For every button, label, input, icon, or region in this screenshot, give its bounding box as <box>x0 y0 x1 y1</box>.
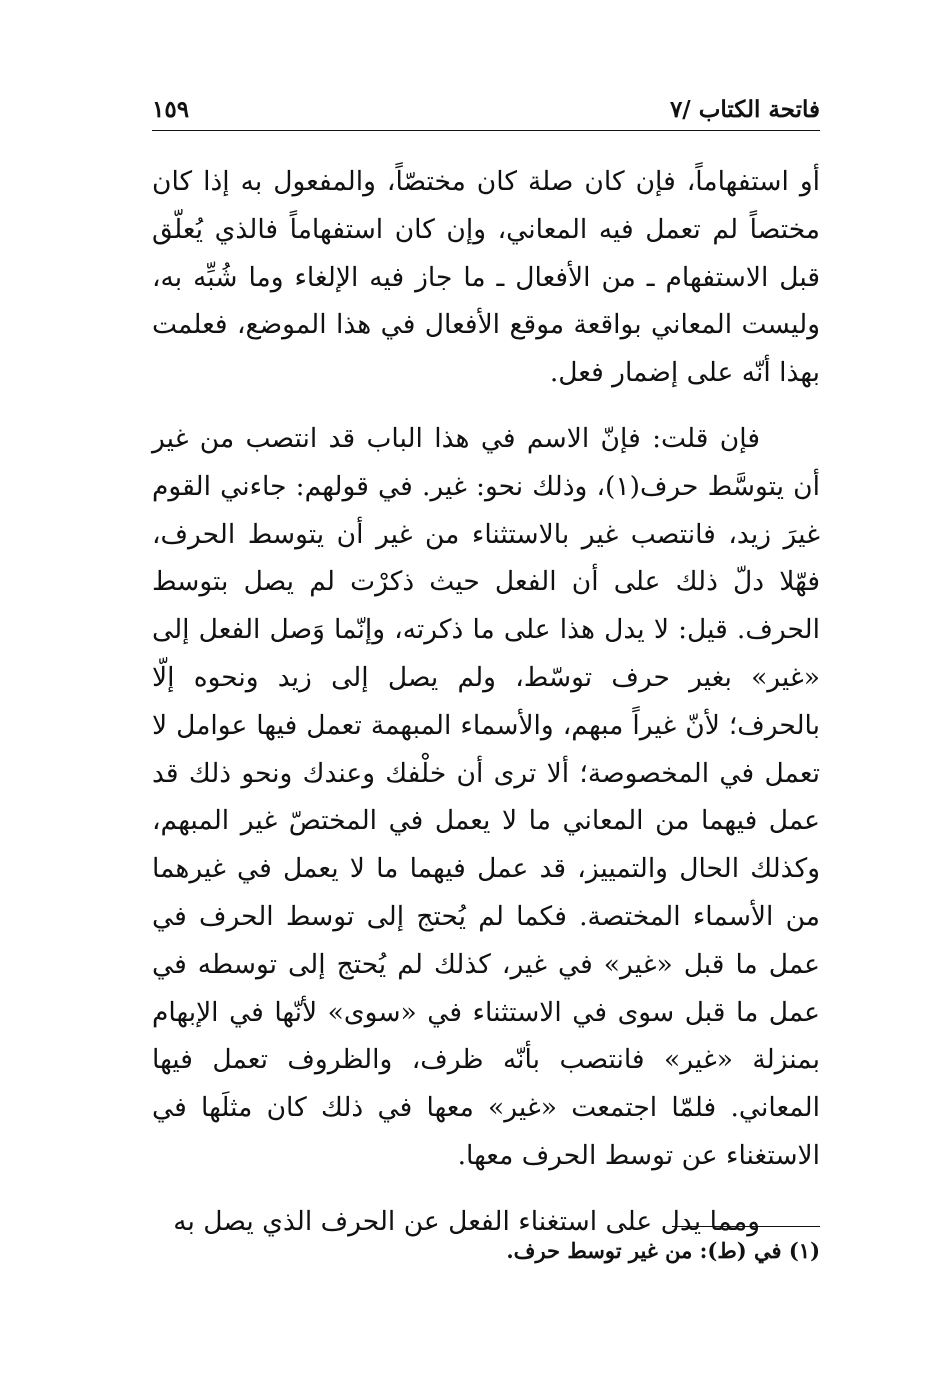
paragraph-1: أو استفهاماً، فإن كان صلة كان مختصّاً، والمفعول به إذا كان مختصاً لم تعمل فيه المعاني، وإن كان استفهاماً فالذي يُعلّق قبل الاستفهام ـ من الأفعال ـ ما جاز فيه الإلغاء وما شُبِّه به، وليست المعاني بواقعة موقع الأفعال في هذا الموضع، فعلمت بهذا أنّه على إضمار فعل. <box>152 166 820 389</box>
footnote-rule <box>672 1226 820 1227</box>
main-text <box>152 158 820 1264</box>
header-rule <box>152 130 820 131</box>
paragraph-2: فإن قلت: فإنّ الاسم في هذا الباب قد انتصب من غير أن يتوسَّط حرف(١)، وذلك نحو: غير. في قولهم: جاءني القوم غيرَ زيد، فانتصب غير بالاستثناء من غير أن يتوسط الحرف، فهّلا دلّ ذلك على أن الفعل حيث ذكرْت لم يصل بتوسط الحرف. قيل: لا يدل هذا على ما ذكرته، وإنّما وَصل الفعل إلى «غير» بغير حرف توسّط، ولم يصل إلى زيد ونحوه إلّا بالحرف؛ لأنّ غيراً مبهم، والأسماء المبهمة تعمل فيها عوامل لا تعمل في المخصوصة؛ ألا ترى أن خلْفك وعندك ونحو ذلك قد عمل فيهما من المعاني ما لا يعمل في المختصّ غير المبهم، وكذلك الحال والتمييز، قد عمل فيهما ما لا يعمل في غيرهما من الأسماء المختصة. فكما لم يُحتج إلى توسط الحرف في عمل ما قبل «غير» في غير، كذلك لم يُحتج إلى توسطه في عمل ما قبل سوى في الاستثناء في «سوى» لأنّها في الإبهام بمنزلة «غير» فانتصب بأنّه ظرف، والظروف تعمل فيها المعاني. فلمّا اجتمعت «غير» معها في ذلك كان مثلَها في الاستغناء عن توسط الحرف معها. <box>152 422 821 1171</box>
running-title: فاتحة الكتاب /٧ <box>669 96 820 123</box>
paragraph-3: ومما يدل على استغناء الفعل عن الحرف الذي يصل به <box>173 1205 760 1237</box>
page-header <box>152 92 820 132</box>
page-number: ١٥٩ <box>152 96 190 123</box>
footnote: (١) في (ط): من غير توسط حرف. <box>506 1238 820 1263</box>
